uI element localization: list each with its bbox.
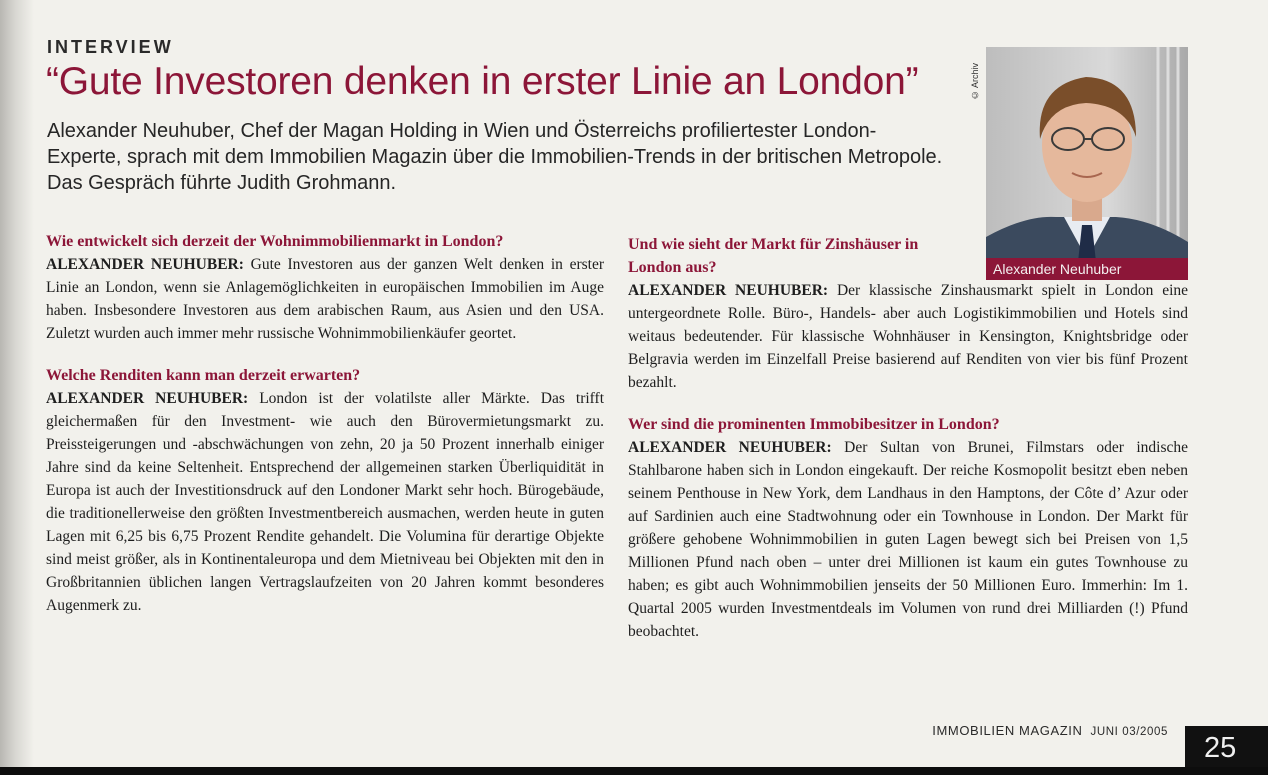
answer-text: Der Sultan von Brunei, Filmstars oder indische Stahlbarone haben sich in London eingekauft. Der reiche Kosmopolit besitzt eben neben seinem Penthouse in New York, dem Landhaus in den Hamptons, der Côte d’ Azur oder auf Sardinien auch eine Stadtwohnung oder ein Townhouse in London. Der Markt für größere gehobene Wohnimmobilien in guten Lagen bewegt sich bei Preisen von 1,5 Millionen Pfund nach oben – unter drei Millionen ist kaum ein gutes Townhouse zu haben; es gibt auch Wohnimmobilien jenseits der 50 Millionen Euro. Immerhin: Im 1. Quartal 2005 wurden Investmentdeals im Volumen von rund drei Milliarden (!) Pfund beobachtet. — [628, 439, 1188, 640]
left-column — [46, 230, 604, 636]
qa-block — [46, 230, 604, 345]
qa-block — [46, 364, 604, 617]
section-kicker: INTERVIEW — [47, 37, 174, 57]
interview-answer — [46, 387, 604, 617]
magazine-name: IMMOBILIEN MAGAZIN — [932, 723, 1083, 738]
speaker-label: ALEXANDER NEUHUBER: — [628, 282, 829, 299]
interview-question: Und wie sieht der Markt für Zinshäuser in London aus? — [628, 236, 919, 276]
article-lead: Alexander Neuhuber, Chef der Magan Holding in Wien und Österreichs profiliertester London-Experte, sprach mit dem Immobilien Magazin über die Immobilien-Trends in der britischen Metropole. Das Gespräch führte Judith Grohmann. — [47, 120, 943, 194]
article-headline: “Gute Investoren denken in erster Linie an London” — [46, 60, 919, 103]
interview-answer — [46, 253, 604, 345]
photo-credit: © Archiv — [970, 62, 980, 100]
speaker-label: ALEXANDER NEUHUBER: — [628, 439, 832, 456]
page-footer — [932, 723, 1168, 738]
right-column — [628, 233, 1188, 662]
interview-question: Wie entwickelt sich derzeit der Wohnimmobilienmarkt in London? — [46, 233, 504, 250]
answer-text: London ist der volatilste aller Märkte. Das trifft gleichermaßen für den Investment- wie auch den Bürovermietungsmarkt zu. Preissteigerungen und -abschwächungen von zehn, 20 ja 50 Prozent innerhalb einiger Jahre sind da keine Seltenheit. Entsprechend der allgemeinen starken Überliquidität in Europa ist auch der Investitionsdruck auf den Londoner Markt sehr hoch. Bürogebäude, die traditionellerweise den größten Investmentbereich ausmachen, werden heute in guten Lagen mit 6,25 bis 6,75 Prozent Rendite gehandelt. Die Volumina für derartige Objekte sind meist größer, als in Kontinentaleuropa und dem Mietniveau bei Objekten mit den in Großbritannien üblichen langen Vertragslaufzeiten von 20 Jahren kommt besonderes Augenmerk zu. — [46, 390, 605, 614]
interview-question: Wer sind die prominenten Immobibesitzer in London? — [628, 416, 1000, 433]
answer-text: Der klassische Zinshausmarkt spielt in London eine untergeordnete Rolle. Büro-, Handels- aber auch Logistikimmobilien und Hotels sind weitaus bedeutender. Für klassische Wohnhäuser in Kensington, Knightsbridge oder Belgravia werden im Einzelfall Preise basierend auf Renditen von vier bis fünf Prozent bezahlt. — [628, 282, 1189, 391]
interview-answer — [628, 436, 1188, 643]
speaker-label: ALEXANDER NEUHUBER: — [46, 256, 244, 273]
photo-caption: Alexander Neuhuber — [986, 258, 1188, 280]
portrait-photo — [986, 47, 1188, 280]
bottom-edge — [0, 767, 1268, 775]
interview-answer — [628, 279, 1188, 394]
page-number: 25 — [1185, 726, 1268, 770]
interview-question: Welche Renditen kann man derzeit erwarten? — [46, 367, 361, 384]
issue-label: JUNI 03/2005 — [1090, 726, 1168, 738]
speaker-label: ALEXANDER NEUHUBER: — [46, 390, 249, 407]
answer-text: Gute Investoren aus der ganzen Welt denken in erster Linie an London, wenn sie Anlagemöglichkeiten in europäischen Immobilien im Auge haben. Insbesondere Investoren aus dem arabischen Raum, aus Asien und den USA. Zuletzt wurden auch immer mehr russische Wohnimmobilienkäufer geortet. — [46, 256, 605, 342]
qa-block — [628, 413, 1188, 643]
portrait-illustration — [986, 47, 1188, 280]
page-spine-shadow — [0, 0, 34, 775]
